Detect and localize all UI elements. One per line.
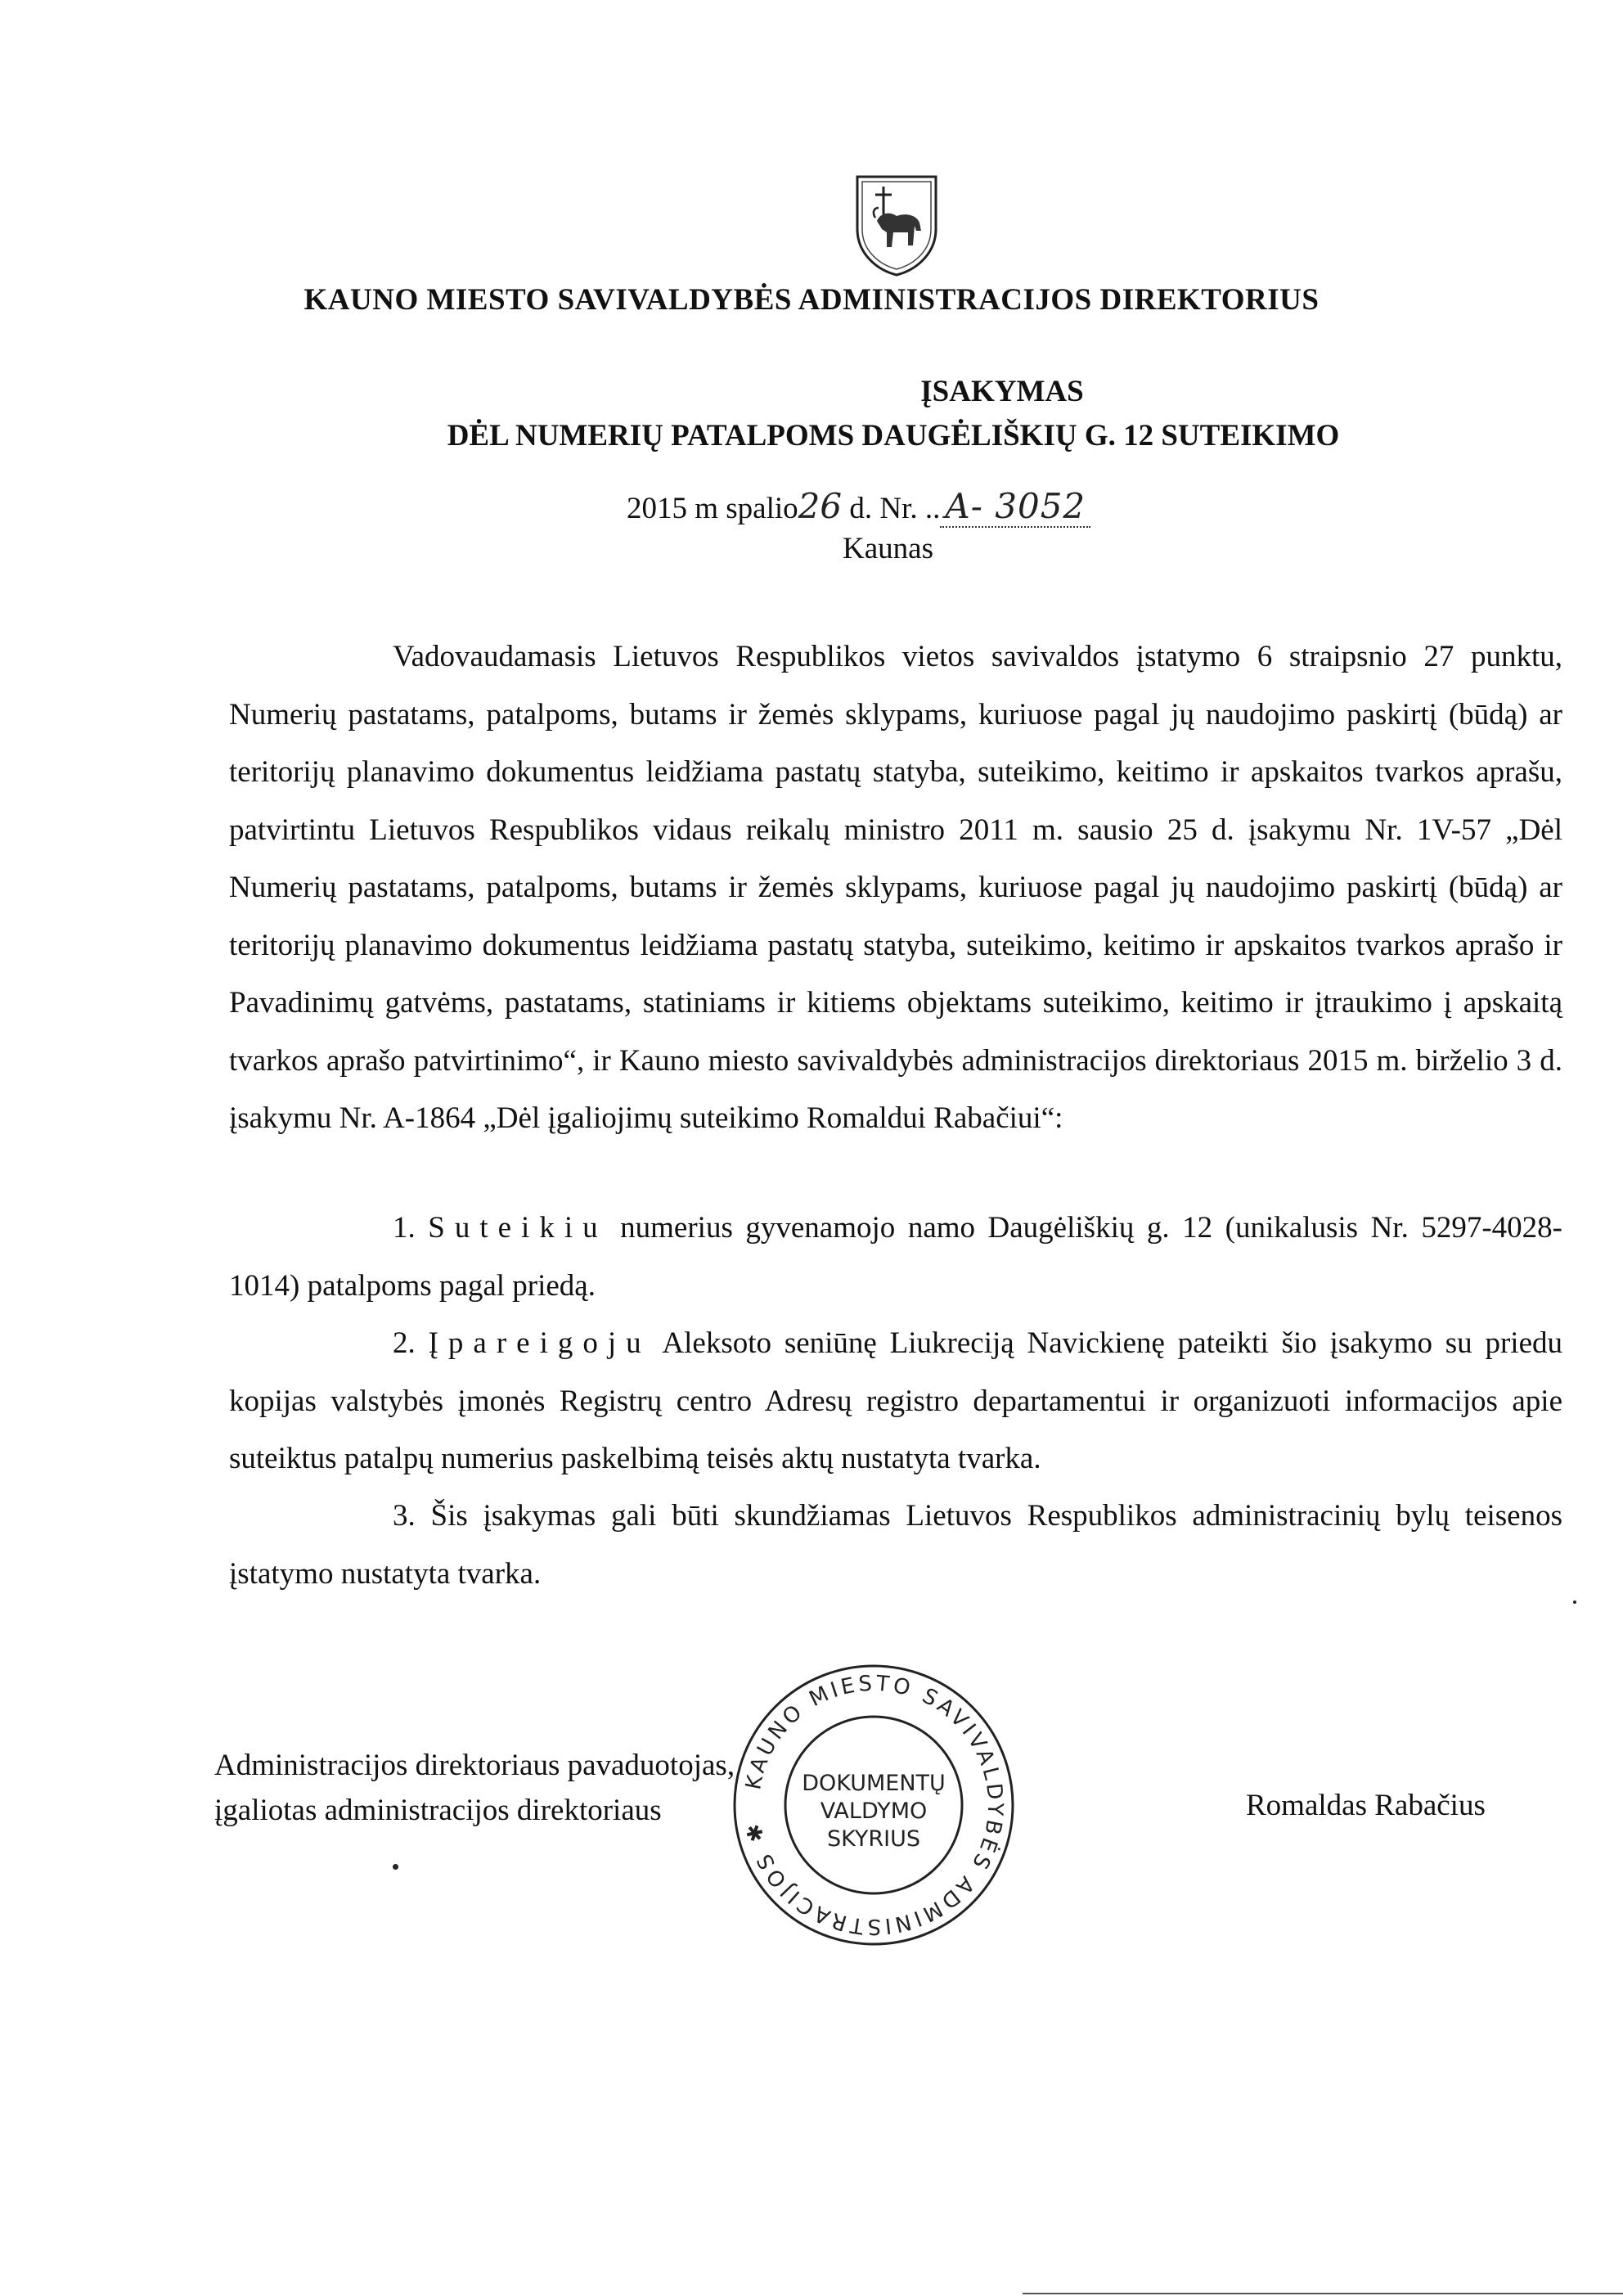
item-1-verb: Suteikiu — [428, 1211, 608, 1245]
item-3-text: Šis įsakymas gali būti skundžiamas Lietuvos Respublikos administracinių bylų teisenos įstatymo nustatyta tvarka. — [229, 1499, 1563, 1591]
order-item-1 — [229, 1200, 1562, 1315]
item-2-verb: Įpareigoju — [428, 1326, 651, 1360]
stamp-center-line-2: VALDYMO — [820, 1799, 928, 1824]
stamp-center-line-3: SKYRIUS — [827, 1826, 920, 1852]
scan-edge-line — [1023, 2293, 1623, 2294]
coat-of-arms-icon — [851, 172, 942, 278]
scan-speck — [393, 1864, 398, 1870]
order-item-3 — [229, 1488, 1562, 1603]
item-1-text: numerius gyvenamojo namo Daugėliškių g. 12 (unikalusis Nr. 5297-4028-1014) patalpoms pagal priedą. — [229, 1211, 1563, 1303]
item-2-number: 2. — [393, 1326, 416, 1360]
handwritten-document-number: A- 3052 — [940, 486, 1090, 528]
stamp-center-line-1: DOKUMENTŲ — [802, 1771, 946, 1796]
svg-text:KAUNO MIESTO SAVIVALDYBĖS ADMI: KAUNO MIESTO SAVIVALDYBĖS ADMINISTRACIJOS ✱ — [741, 1671, 1008, 1939]
date-suffix: d. Nr. .. — [842, 492, 941, 525]
document-type: ĮSAKYMAS — [920, 375, 1084, 408]
signatory-position-line-1: Administracijos direktoriaus pavaduotojas, — [214, 1749, 735, 1782]
signatory-name: Romaldas Rabačius — [1246, 1789, 1486, 1822]
preamble-paragraph: Vadovaudamasis Lietuvos Respublikos vietos savivaldos įstatymo 6 straipsnio 27 punktu, Numerių pastatams, patalpoms, butams ir žemės sklypams, kuriuose pagal jų naudojimo paskirtį (būdą) ar teritorijų planavimo dokumentus leidžiama pastatų statyba, suteikimo, keitimo ir apskaitos tvarkos aprašu, patvirtintu Lietuvos Respublikos vidaus reikalų ministro 2011 m. sausio 25 d. įsakymu Nr. 1V-57 „Dėl Numerių pastatams, patalpoms, butams ir žemės sklypams, kuriuose pagal jų naudojimo paskirtį (būdą) ar teritorijų planavimo dokumentus leidžiama pastatų statyba, suteikimo, keitimo ir apskaitos tvarkos aprašo ir Pavadinimų gatvėms, pastatams, statiniams ir kitiems objektams suteikimo, keitimo ir įtraukimo į apskaitą tvarkos aprašo patvirtinimo“, ir Kauno miesto savivaldybės administracijos direktoriaus 2015 m. birželio 3 d. įsakymu Nr. A-1864 „Dėl įgaliojimų suteikimo Romaldui Rabačiui“: — [229, 640, 1562, 1135]
order-item-2 — [229, 1315, 1562, 1488]
signatory-position-line-2: įgaliotas administracijos direktoriaus — [214, 1794, 662, 1827]
handwritten-day: 26 — [798, 486, 843, 526]
date-prefix: 2015 m spalio — [627, 492, 798, 525]
document-title: DĖL NUMERIŲ PATALPOMS DAUGĖLIŠKIŲ G. 12 SUTEIKIMO — [447, 419, 1340, 452]
item-3-number: 3. — [393, 1499, 416, 1533]
scan-speck — [1573, 1600, 1576, 1604]
date-line — [627, 486, 1090, 526]
signatory-position — [214, 1743, 735, 1833]
item-2-text: Aleksoto seniūnę Liukreciją Navickienę pateikti šio įsakymo su priedu kopijas valstybės įmonės Registrų centro Adresų registro departamentui ir organizuoti informacijos apie suteiktus patalpų numerius paskelbimą teisės aktų nustatyta tvarka. — [229, 1326, 1562, 1475]
item-1-number: 1. — [393, 1211, 416, 1245]
place-of-issue: Kaunas — [843, 532, 933, 565]
official-stamp — [730, 1661, 1018, 1949]
organization-heading: KAUNO MIESTO SAVIVALDYBĖS ADMINISTRACIJOS DIREKTORIUS — [303, 283, 1320, 317]
